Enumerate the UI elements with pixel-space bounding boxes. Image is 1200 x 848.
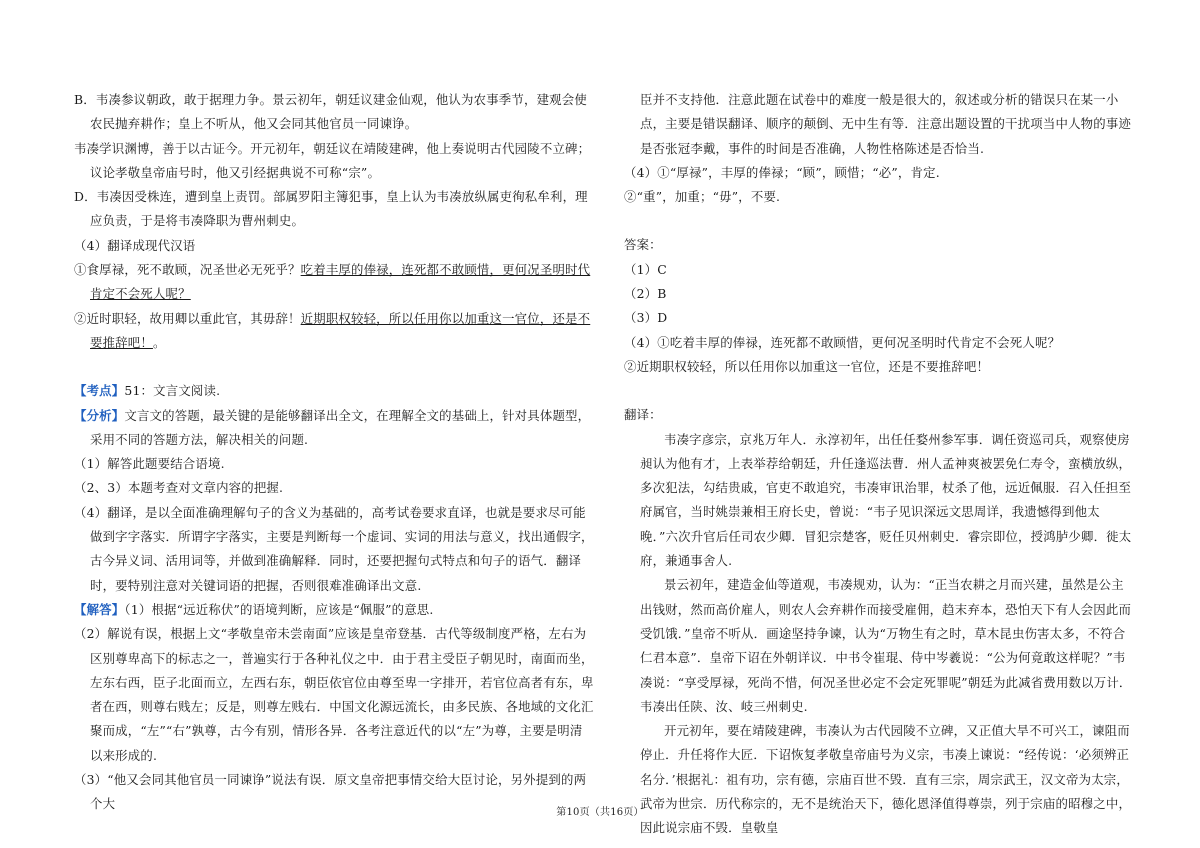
answer-4b: ②近期职权较轻，所以任用你以加重这一官位，还是不要推辞吧！: [624, 358, 990, 374]
kaodian-tag: 【考点】: [74, 383, 125, 399]
fenxi-23: （2、3）本题考查对文章内容的把握.: [74, 480, 284, 496]
page-footer: 第10页（共16页）: [556, 807, 644, 818]
option-b: B．韦凑参议朝政，敢于据理力争。景云初年，朝廷议建金仙观，他认为农事季节，建观会使农民抛弃耕作；皇上不听从，他又会同其他官员一同谏诤。: [74, 92, 587, 132]
jieda-tag: 【解答】: [74, 601, 125, 617]
q4-2-answer: 近期职权较轻，所以任用你以加重这一官位，还是不要推辞吧！: [90, 310, 591, 350]
jieda-4a: （4）①“厚禄”，丰厚的俸禄；“顾”，顾惜；“必”，肯定.: [624, 164, 940, 180]
jieda-4b: ②“重”，加重；“毋”，不要.: [624, 189, 781, 205]
answer-4a: （4）①吃着丰厚的俸禄，连死都不敢顾惜，更何况圣明时代肯定不会死人呢？: [624, 334, 1061, 350]
jieda-1: （1）根据“远近称伏”的语境判断，应该是“佩服”的意思.: [124, 601, 434, 617]
fanyi-paragraph-3: 开元初年，要在靖陵建碑，韦凑认为古代园陵不立碑，又正值大旱不可兴工，谏阻而停止．升任将作大匠．下诏恢复孝敬皇帝庙号为义宗，韦凑上谏说：“经传说：‘必须辨正名分．’根据礼：祖有功，宗有德，宗庙百世不毁．直有三宗，周宗武王，汉文帝为太宗，武帝为世宗．历代称宗的，无不是统治天下，德化恩泽值得尊崇，列于宗庙的昭穆之中，因此说宗庙不毁．皇敬皇: [640, 723, 1132, 836]
fanyi-paragraph-2: 景云初年，建造金仙等道观，韦凑规劝，认为：“正当农耕之月而兴建，虽然是公主出钱财，然而高价雇人，则农人会弃耕作而接受雇佣，趋末弃本，恐怕天下有人会因此而受饥饿．”皇帝不听从．画途坚持争谏，认为“万物生有之时，草木昆虫伤害太多，不符合仁君本意”．皇帝下诏在外朝详议．中书令崔琨、侍中岑羲说：“公为何竟敢这样呢？”韦凑说：“享受厚禄，死尚不惜，何况圣世必定不会定死罪呢”朝廷为此减省费用数以万计．韦凑出任陕、汝、岐三州刺史.: [640, 577, 1132, 714]
fanyi-title: 翻译：: [624, 407, 662, 423]
q4-item-1: [74, 258, 594, 307]
option-d: D．韦凑因受株连，遭到皇上责罚。部属罗阳主簿犯事，皇上认为韦凑放纵属吏徇私牟利，理应负责，于是将韦凑降职为曹州刺史。: [74, 189, 588, 229]
jieda-3: （3）“他又会同其他官员一同谏诤”说法有误．原文皇帝把事情交给大臣讨论，另外提到的两个大: [74, 772, 587, 812]
right-column: [624, 88, 1134, 841]
answer-3: （3）D: [624, 310, 668, 326]
fenxi-4: （4）翻译，是以全面准确理解句子的含义为基础的，高考试卷要求直译，也就是要求尽可能做到字字落实．所谓字字落实，主要是判断每一个虚词、实词的用法与意义，找出通假字，古今异义词、活用词等，并做到准确解释．同时，还要把握句式特点和句子的语气．翻译时，要特别注意对关键词语的把握，否则很难准确译出文意.: [74, 504, 594, 593]
option-c: 韦凑学识渊博，善于以古证今。开元初年，朝廷议在靖陵建碑，他上奏说明古代园陵不立碑；议论孝敬皇帝庙号时，他又引经据典说不可称“宗”。: [74, 140, 591, 180]
q4-1-answer: 吃着丰厚的俸禄，连死都不敢顾惜，更何况圣明时代肯定不会死人呢？: [90, 262, 591, 302]
jieda-2: （2）解说有误，根据上文“孝敬皇帝未尝南面”应该是皇帝登基．古代等级制度严格，左右为区别尊卑高下的标志之一，普遍实行于各种礼仪之中．由于君主受臣子朝见时，南面而坐，左东右西，臣子北面而立，左西右东，朝臣依官位由尊至卑一字排开，若官位高者有东，卑者在西，则尊右贱左；反是，则尊左贱右．中国文化源远流长，由多民族、各地域的文化汇聚而成，“左”“右”孰尊，古今有别，情形各异．各考注意近代的以“左”为尊，主要是明清以来形成的.: [74, 626, 594, 763]
kaodian: [74, 379, 594, 403]
fenxi: [74, 404, 594, 453]
fenxi-tag: 【分析】: [74, 407, 125, 423]
jieda-3-cont: 臣并不支持他．注意此题在试卷中的难度一般是很大的，叙述或分析的错误只在某一小点，主要是错误翻译、顺序的颠倒、无中生有等．注意出题设置的干扰项当中人物的事迹是否张冠李戴，事件的时间是否准确，人物性格陈述是否恰当.: [640, 92, 1132, 156]
q4-1-prefix: ①食厚禄，死不敢顾，况圣世必无死乎？: [74, 262, 301, 278]
left-column: [74, 88, 594, 817]
kaodian-text: 51：文言文阅读.: [124, 383, 221, 399]
fanyi-paragraph-1: 韦凑字彦宗，京兆万年人．永淳初年，出任任婺州参军事．调任资巡司兵，观察使房昶认为他有才，上表举荐给朝廷，升任逢巡法曹．州人孟神爽被罢免仁寿令，蛮横放纵，多次犯法，勾结贵戚，官吏不敢追究，韦凑审讯治罪，杖杀了他，远近佩服．召入任担至府属官，当时姚崇兼相王府长史，曾说：“韦子见识深远文思周详，我遗憾得到他太晚．”六次升官后任司农少卿．冒犯宗楚客，贬任贝州刺史．睿宗即位，授鸿胪少卿．徙太府，兼通事舍人.: [640, 431, 1132, 569]
q4-title: （4）翻译成现代汉语: [74, 237, 196, 253]
answer-title: 答案：: [624, 237, 662, 253]
answer-2: （2）B: [624, 286, 667, 302]
jieda: [74, 598, 594, 622]
q4-item-2: [74, 307, 594, 356]
q4-2-suffix: 。: [152, 334, 166, 350]
fenxi-1: （1）解答此题要结合语境.: [74, 456, 225, 472]
fenxi-text: 文言文的答题，最关键的是能够翻译出全文，在理解全文的基础上，针对具体题型，采用不同的答题方法，解决相关的问题.: [90, 407, 591, 447]
q4-2-prefix: ②近时职轻，故用卿以重此官，其毋辞！: [74, 310, 301, 326]
answer-1: （1）C: [624, 261, 667, 277]
